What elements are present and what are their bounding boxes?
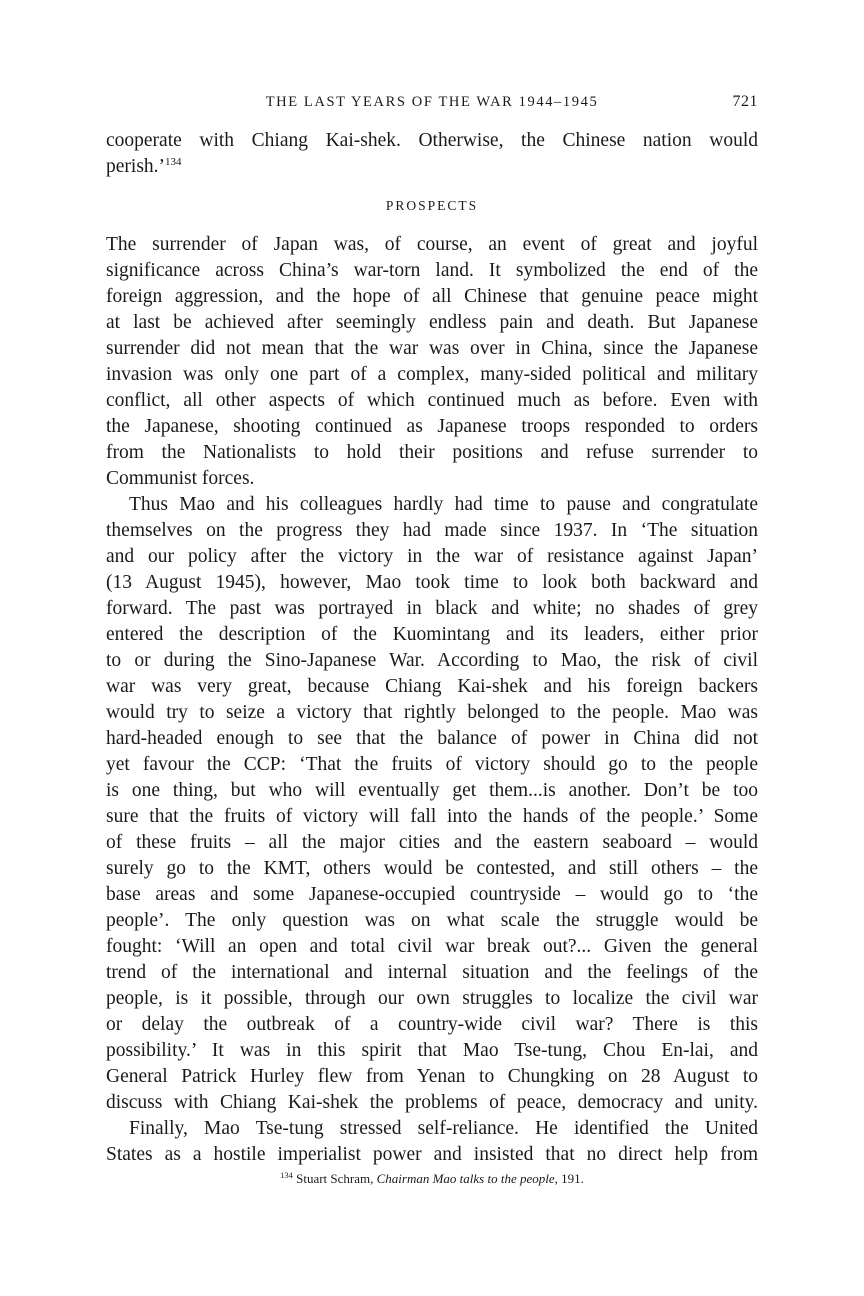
paragraph-self-reliance [106, 1116, 758, 1168]
running-title: THE LAST YEARS OF THE WAR 1944–1945 [265, 94, 599, 110]
text-line: (13 August 1945), however, Mao took time to look both backward and [106, 572, 758, 593]
text-line: people’. The only question was on what scale the struggle would be [106, 910, 758, 931]
text-line: States as a hostile imperialist power and insisted that no direct help from [106, 1144, 758, 1165]
text-line: Communist forces. [106, 468, 255, 489]
text-line: significance across China’s war-torn land. It symbolized the end of the [106, 260, 758, 281]
text-line: the Japanese, shooting continued as Japanese troops responded to orders [106, 416, 758, 437]
text-line: The surrender of Japan was, of course, an event of great and joyful [106, 234, 758, 255]
text-line: from the Nationalists to hold their positions and refuse surrender to [106, 442, 758, 463]
text-line: war was very great, because Chiang Kai-shek and his foreign backers [106, 676, 758, 697]
text-line: invasion was only one part of a complex, many-sided political and military [106, 364, 758, 385]
text-line: surely go to the KMT, others would be contested, and still others – the [106, 858, 758, 879]
text-line: Finally, Mao Tse-tung stressed self-reliance. He identified the United [129, 1118, 758, 1139]
text-line: discuss with Chiang Kai-shek the problems of peace, democracy and unity. [106, 1092, 758, 1113]
text-line: people, is it possible, through our own struggles to localize the civil war [106, 988, 758, 1009]
text-line: themselves on the progress they had made since 1937. In ‘The situation [106, 520, 758, 541]
text-line: conflict, all other aspects of which continued much as before. Even with [106, 390, 758, 411]
text-line: surrender did not mean that the war was over in China, since the Japanese [106, 338, 758, 359]
footnote [106, 1170, 758, 1188]
text-line: fought: ‘Will an open and total civil war break out?... Given the general [106, 936, 758, 957]
text-line: hard-headed enough to see that the balance of power in China did not [106, 728, 758, 749]
text-line: yet favour the CCP: ‘That the fruits of victory should go to the people [106, 754, 758, 775]
text-line: would try to seize a victory that rightly belonged to the people. Mao was [106, 702, 758, 723]
footnote-reference: 134 [165, 156, 182, 168]
footnote-locator: , 191. [554, 1171, 584, 1186]
footnote-marker: 134 [280, 1170, 293, 1180]
text-line: forward. The past was portrayed in black and white; no shades of grey [106, 598, 758, 619]
text-line-content: perish.’ [106, 156, 166, 177]
text-line: entered the description of the Kuomintang and its leaders, either prior [106, 624, 758, 645]
text-line: Thus Mao and his colleagues hardly had time to pause and congratulate [129, 494, 758, 515]
text-line: General Patrick Hurley flew from Yenan to Chungking on 28 August to [106, 1066, 758, 1087]
text-line [106, 154, 758, 180]
footnote-author: Stuart Schram, [292, 1171, 377, 1186]
text-line: possibility.’ It was in this spirit that Mao Tse-tung, Chou En-lai, and [106, 1040, 758, 1061]
text-line: or delay the outbreak of a country-wide civil war? There is this [106, 1014, 758, 1035]
text-line: foreign aggression, and the hope of all Chinese that genuine peace might [106, 286, 758, 307]
paragraph-mao-colleagues [106, 492, 758, 1116]
text-line: trend of the international and internal situation and the feelings of the [106, 962, 758, 983]
text-line: base areas and some Japanese-occupied countryside – would go to ‘the [106, 884, 758, 905]
text-line: cooperate with Chiang Kai-shek. Otherwise, the Chinese nation would [106, 130, 758, 151]
running-header [106, 90, 758, 114]
text-line: to or during the Sino-Japanese War. According to Mao, the risk of civil [106, 650, 758, 671]
text-line: at last be achieved after seemingly endless pain and death. But Japanese [106, 312, 758, 333]
page-number: 721 [732, 93, 758, 110]
text-line: and our policy after the victory in the war of resistance against Japan’ [106, 546, 758, 567]
section-heading: PROSPECTS [385, 198, 479, 213]
text-line: sure that the fruits of victory will fall into the hands of the people.’ Some [106, 806, 758, 827]
footnote-title: Chairman Mao talks to the people [376, 1171, 555, 1186]
text-line: is one thing, but who will eventually get them...is another. Don’t be too [106, 780, 758, 801]
carryover-paragraph [106, 128, 758, 180]
text-line: of these fruits – all the major cities and the eastern seaboard – would [106, 832, 758, 853]
paragraph-surrender [106, 232, 758, 492]
